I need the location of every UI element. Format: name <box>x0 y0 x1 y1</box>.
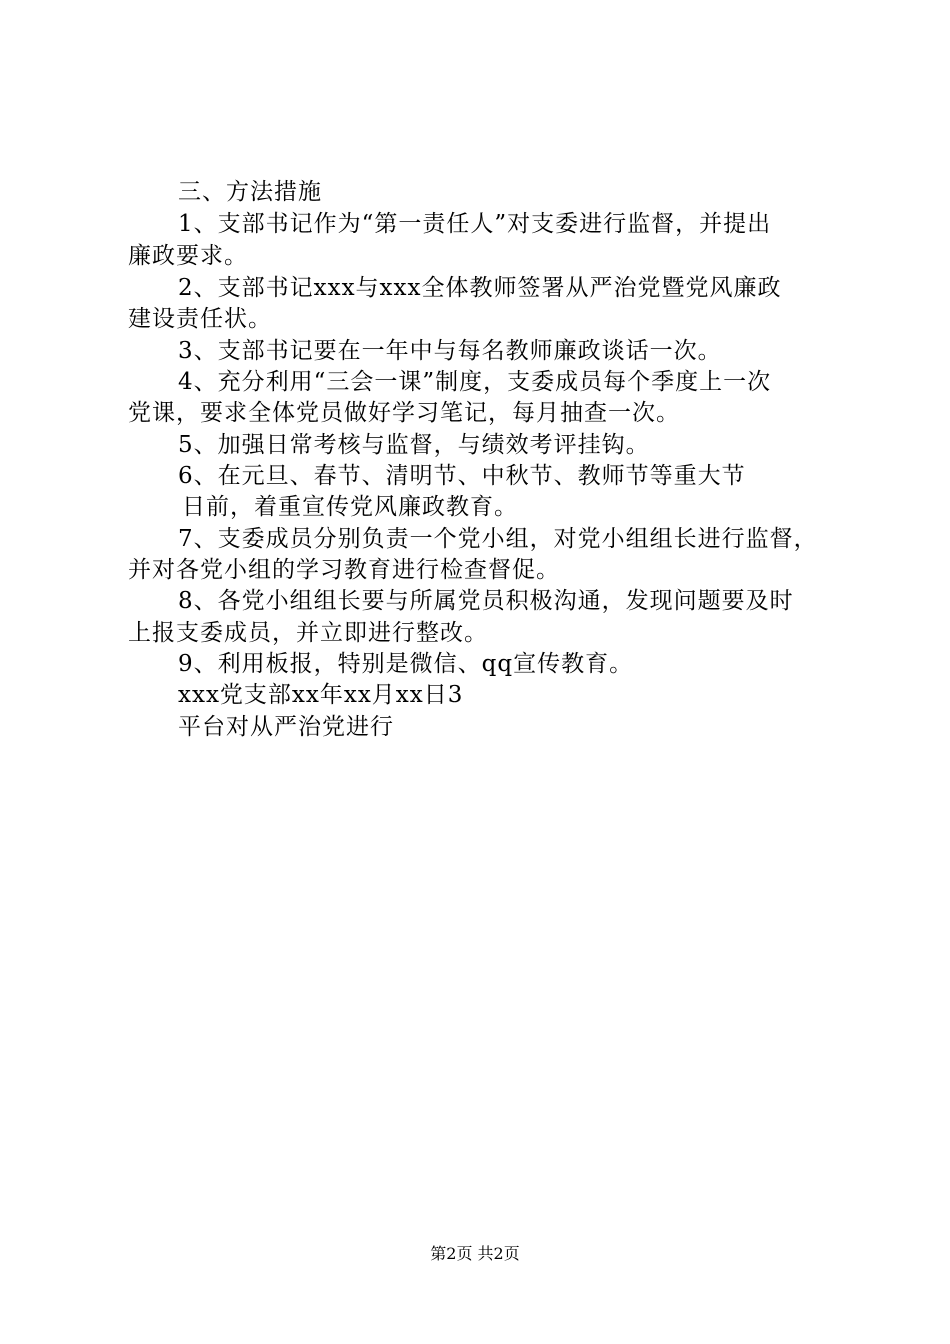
paragraph-line: 5、加强日常考核与监督，与绩效考评挂钩。 <box>178 432 650 458</box>
page-number-footer: 第2页 共2页 <box>430 1244 520 1263</box>
paragraph-line: 3、支部书记要在一年中与每名教师廉政谈话一次。 <box>178 338 722 364</box>
paragraph-line: 9、利用板报，特别是微信、qq宣传教育。 <box>178 651 634 677</box>
paragraph-line: 廉政要求。 <box>128 243 248 269</box>
paragraph-line: 4、充分利用“三会一课”制度，支委成员每个季度上一次 <box>178 369 772 395</box>
paragraph-line: 建设责任状。 <box>128 306 272 332</box>
paragraph-line: 党课，要求全体党员做好学习笔记，每月抽查一次。 <box>128 400 680 426</box>
paragraph-line: 上报支委成员，并立即进行整改。 <box>128 620 488 646</box>
paragraph-line: 平台对从严治党进行 <box>178 714 394 740</box>
paragraph-line: 日前，着重宣传党风廉政教育。 <box>182 494 518 520</box>
paragraph-line: 7、支委成员分别负责一个党小组，对党小组组长进行监督， <box>178 526 818 552</box>
paragraph-line: 8、各党小组组长要与所属党员积极沟通，发现问题要及时 <box>178 588 794 614</box>
paragraph-line: 1、支部书记作为“第一责任人”对支委进行监督，并提出 <box>178 211 772 237</box>
signature-date-line: xxx党支部xx年xx月xx日3 <box>178 682 464 708</box>
paragraph-line: 2、支部书记xxx与xxx全体教师签署从严治党暨党风廉政 <box>178 275 782 301</box>
paragraph-line: 并对各党小组的学习教育进行检查督促。 <box>128 557 560 583</box>
paragraph-line: 6、在元旦、春节、清明节、中秋节、教师节等重大节 <box>178 463 746 489</box>
section-heading: 三、方法措施 <box>178 179 322 205</box>
